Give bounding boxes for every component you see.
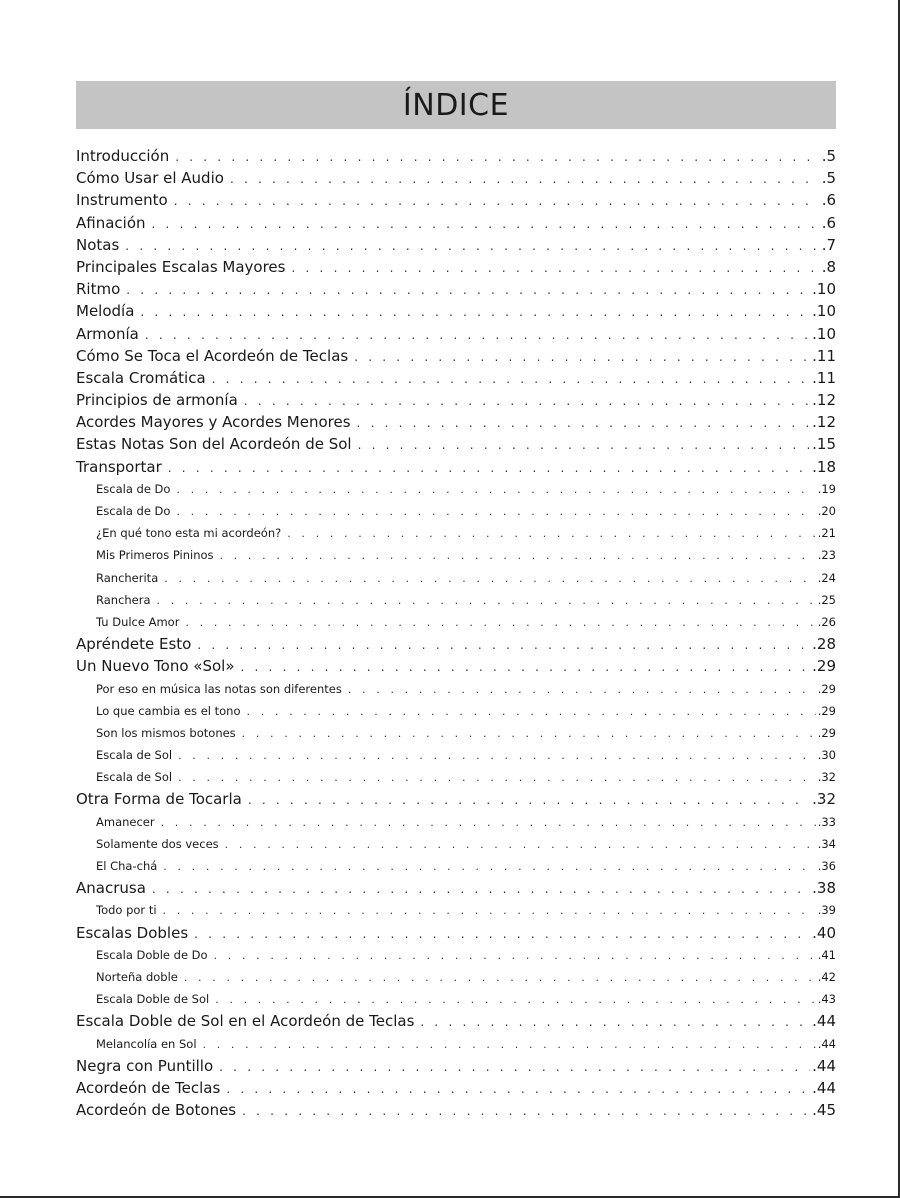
dot-leader [157,590,816,611]
toc-entry-page-number: .43 [817,992,836,1007]
toc-entry-page-number: .29 [817,681,836,696]
dot-leader [176,501,815,522]
toc-entry-page-number: .33 [817,814,836,829]
toc-entry-page-number: .42 [817,969,836,984]
toc-entry[interactable] [76,145,836,167]
toc-entry-page-number: .44 [812,1078,836,1097]
toc-entry[interactable] [76,811,836,833]
toc-entry[interactable] [76,611,836,633]
toc-entry-label: Apréndete Esto [76,635,192,654]
toc-entry[interactable] [76,700,836,722]
toc-entry-label: Instrumento [76,191,168,210]
toc-entry-label: Cómo Usar el Audio [76,169,224,188]
dot-leader [214,945,816,966]
toc-entry-page-number: .29 [817,725,836,740]
toc-entry[interactable] [76,966,836,988]
toc-entry-page-number: .25 [817,592,836,607]
toc-entry[interactable] [76,212,836,234]
dot-leader [247,701,816,722]
toc-entry-page-number: .10 [812,324,836,343]
dot-leader [358,434,811,455]
dot-leader [145,324,810,345]
toc-entry-page-number: .10 [812,302,836,321]
toc-entry[interactable] [76,522,836,544]
toc-entry-page-number: .12 [812,413,836,432]
toc-entry[interactable] [76,300,836,322]
toc-entry-page-number: .38 [812,879,836,898]
toc-entry-label: Afinación [76,213,146,232]
toc-entry[interactable] [76,944,836,966]
toc-entry-label: Ritmo [76,280,121,299]
toc-entry-label: Otra Forma de Tocarla [76,790,242,809]
toc-entry-page-number: .20 [817,504,836,518]
toc-entry[interactable] [76,500,836,522]
toc-entry-label: Melodía [76,302,135,321]
dot-leader [163,856,815,877]
toc-entry[interactable] [76,544,836,566]
dot-leader [420,1011,810,1032]
toc-entry[interactable] [76,456,836,478]
toc-entry-label: Introducción [76,147,170,165]
toc-entry[interactable] [76,433,836,455]
toc-entry-page-number: .40 [812,923,836,942]
dot-leader [291,257,819,278]
toc-entry-page-number: .19 [817,481,836,496]
toc-entry-page-number: .15 [812,435,836,454]
toc-entry-label: Negra con Puntillo [76,1056,214,1075]
dot-leader [242,723,816,744]
toc-entry-page-number: .44 [817,1036,836,1051]
dot-leader [140,301,810,322]
dot-leader [178,767,816,788]
toc-entry-label: Acordes Mayores y Acordes Menores [76,413,351,432]
toc-entry-label: Escala Doble de Sol [96,992,210,1007]
toc-entry-label: Principios de armonía [76,391,238,410]
toc-entry[interactable] [76,189,836,211]
dot-leader [174,190,820,211]
dot-leader [163,900,816,921]
toc-entry-label: Anacrusa [76,879,146,898]
toc-entry[interactable] [76,234,836,256]
toc-entry-page-number: .21 [817,526,836,541]
toc-entry-label: Mis Primeros Pininos [96,548,214,563]
dot-leader [178,745,816,766]
toc-entry-page-number: .11 [812,368,836,387]
toc-entry-page-number: .5 [821,147,836,165]
dot-leader [126,279,810,300]
toc-entry-page-number: .44 [812,1012,836,1031]
toc-entry-page-number: .8 [821,257,836,276]
toc-entry[interactable] [76,367,836,389]
page-title: ÍNDICE [402,87,510,123]
toc-entry-page-number: .36 [817,859,836,873]
dot-leader [242,1100,810,1121]
toc-entry-page-number: .12 [812,391,836,410]
toc-entry[interactable] [76,389,836,411]
dot-leader [225,834,816,855]
dot-leader [184,967,816,988]
toc-entry-page-number: .34 [817,836,836,851]
dot-leader [357,412,811,433]
dot-leader [220,545,816,566]
toc-entry-page-number: .7 [821,235,836,254]
dot-leader [185,612,815,633]
dot-leader [203,1034,816,1055]
toc-entry[interactable] [76,988,836,1010]
toc-entry[interactable] [76,722,836,744]
table-of-contents [76,145,836,1121]
toc-entry-label: Rancherita [96,570,159,585]
dot-leader [194,923,810,944]
toc-entry-label: Principales Escalas Mayores [76,257,286,276]
toc-entry-label: Son los mismos botones [96,725,236,740]
toc-entry[interactable] [76,589,836,611]
toc-entry[interactable] [76,899,836,921]
toc-entry-label: Escala Cromática [76,368,206,387]
dot-leader [152,878,810,899]
toc-entry[interactable] [76,411,836,433]
toc-entry-page-number: .44 [812,1056,836,1075]
toc-entry-label: Escalas Dobles [76,923,189,942]
dot-leader [248,789,810,810]
toc-entry-page-number: .32 [812,790,836,809]
toc-entry-page-number: .5 [821,169,836,188]
toc-entry-label: Solamente dos veces [96,836,219,851]
toc-entry-label: Acordeón de Teclas [76,1078,221,1097]
toc-entry-label: Escala de Do [96,481,171,496]
toc-entry-label: Por eso en música las notas son diferentes [96,681,342,696]
dot-leader [226,1078,810,1099]
toc-entry[interactable] [76,633,836,655]
toc-entry[interactable] [76,323,836,345]
toc-entry[interactable] [76,877,836,899]
toc-entry[interactable] [76,167,836,189]
toc-entry[interactable] [76,1055,836,1077]
dot-leader [219,1056,810,1077]
toc-entry-label: Un Nuevo Tono «Sol» [76,657,235,676]
toc-entry[interactable] [76,567,836,589]
toc-entry[interactable] [76,1099,836,1121]
toc-entry-label: Tu Dulce Amor [96,614,180,629]
toc-entry[interactable] [76,345,836,367]
title-banner [76,81,836,129]
toc-entry-label: Lo que cambia es el tono [96,703,241,718]
toc-entry-label: Escala Doble de Sol en el Acordeón de Teclas [76,1012,415,1031]
toc-entry-page-number: .11 [812,346,836,365]
dot-leader [244,390,810,411]
toc-entry-label: Armonía [76,324,139,343]
toc-entry[interactable] [76,256,836,278]
dot-leader [168,457,810,478]
toc-entry[interactable] [76,1077,836,1099]
toc-entry-page-number: .6 [821,191,836,210]
toc-entry-page-number: .23 [817,548,836,563]
dot-leader [164,568,815,589]
toc-entry-label: Melancolía en Sol [96,1036,197,1051]
dot-leader [125,235,819,256]
toc-entry[interactable] [76,855,836,877]
toc-entry-page-number: .18 [812,457,836,476]
toc-entry-label: Amanecer [96,814,155,829]
toc-entry-page-number: .45 [812,1101,836,1120]
dot-leader [215,989,816,1010]
toc-entry-label: Escala de Sol [96,748,173,763]
toc-entry-page-number: .32 [817,770,836,785]
toc-entry-page-number: .6 [821,213,836,232]
toc-entry-label: Escala de Sol [96,770,173,785]
toc-entry[interactable] [76,788,836,810]
dot-leader [354,346,810,367]
toc-entry-label: Acordeón de Botones [76,1101,237,1120]
toc-entry-label: Ranchera [96,592,151,607]
dot-leader [197,634,810,655]
dot-leader [175,146,819,167]
toc-entry-label: El Cha-chá [96,859,158,873]
toc-entry-label: Cómo Se Toca el Acordeón de Teclas [76,346,349,365]
toc-entry[interactable] [76,922,836,944]
toc-entry[interactable] [76,744,836,766]
toc-entry[interactable] [76,678,836,700]
dot-leader [241,656,811,677]
toc-entry-page-number: .39 [817,903,836,918]
toc-entry[interactable] [76,478,836,500]
toc-entry-label: Norteña doble [96,969,178,984]
toc-entry-label: Todo por ti [96,903,157,918]
toc-entry-page-number: .29 [812,657,836,676]
toc-entry-label: Escala Doble de Do [96,947,208,962]
dot-leader [152,213,820,234]
toc-entry[interactable] [76,655,836,677]
toc-entry-label: Escala de Do [96,504,171,518]
toc-entry[interactable] [76,278,836,300]
toc-entry-page-number: .10 [812,280,836,299]
dot-leader [348,679,816,700]
toc-entry-page-number: .28 [812,635,836,654]
toc-entry-page-number: .30 [817,748,836,763]
dot-leader [212,368,811,389]
dot-leader [287,523,815,544]
toc-entry-page-number: .26 [817,614,836,629]
toc-entry-page-number: .41 [817,947,836,962]
toc-entry[interactable] [76,1033,836,1055]
toc-entry[interactable] [76,1010,836,1032]
toc-entry-label: Notas [76,235,120,254]
toc-entry-page-number: .24 [817,570,836,585]
toc-entry-label: ¿En qué tono esta mi acordeón? [96,526,282,541]
dot-leader [176,479,815,500]
dot-leader [161,812,816,833]
dot-leader [230,168,820,189]
toc-entry-page-number: .29 [817,703,836,718]
toc-entry-label: Estas Notas Son del Acordeón de Sol [76,435,352,454]
toc-entry[interactable] [76,833,836,855]
toc-entry-label: Transportar [76,457,162,476]
toc-entry[interactable] [76,766,836,788]
